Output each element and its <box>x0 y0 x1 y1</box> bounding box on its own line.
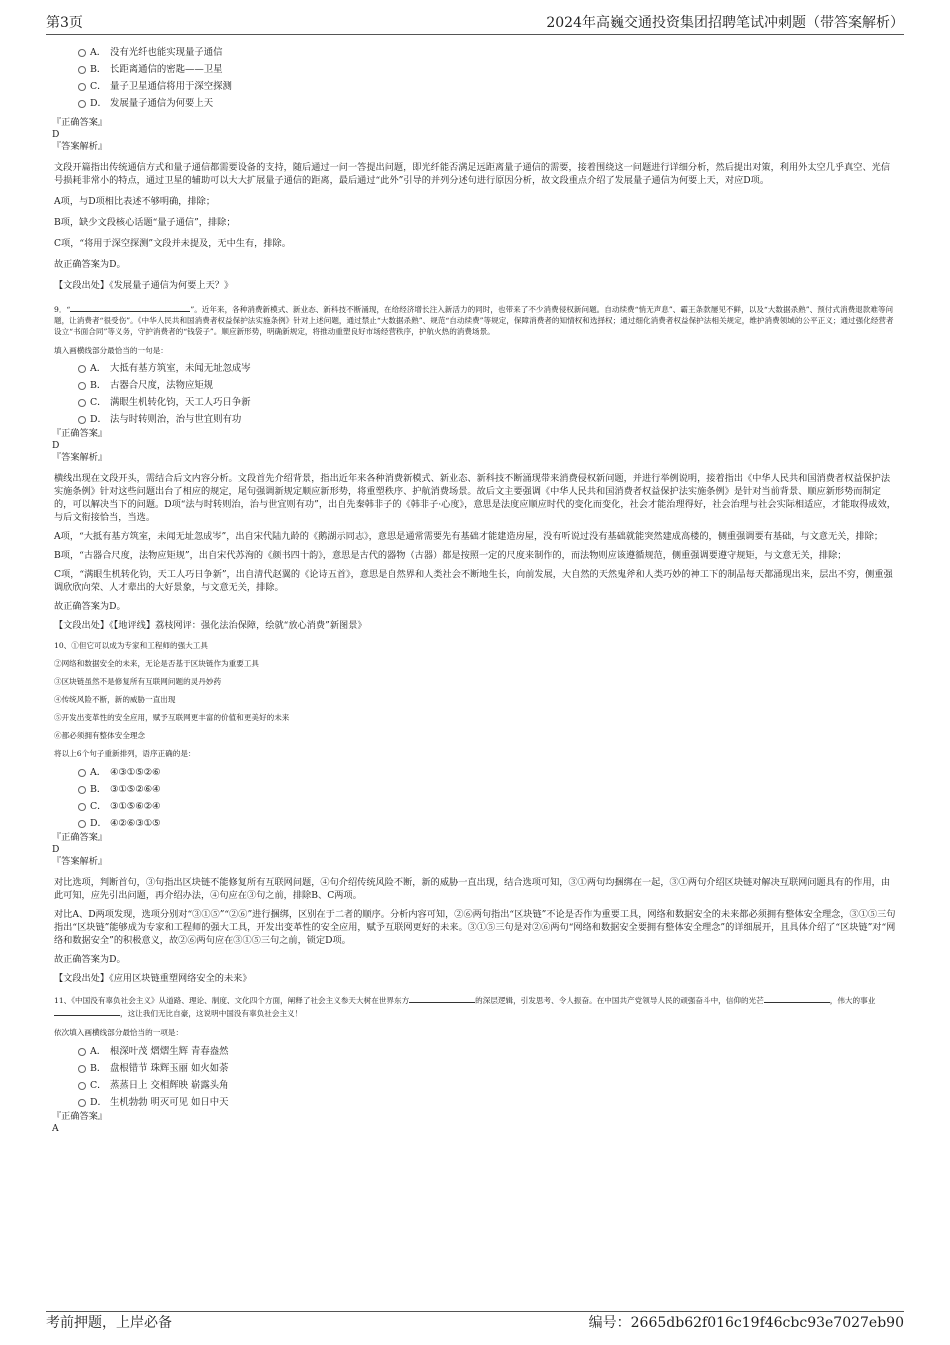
q11-stem: 11、《中国没有辜负社会主义》从道路、理论、制度、文化四个方面，阐释了社会主义参天大树在世界东方 的深层逻辑，引发思考、令人振奋。在中国共产党领导人民的顽强奋斗中，信仰的光芒 ，伟大的事业，这让我们无比自豪，这说明中国没有辜负社会主义！ <box>52 993 898 1019</box>
radio-icon[interactable] <box>78 399 86 407</box>
q9-prompt: 填入画横线部分最恰当的一句是： <box>54 346 168 355</box>
q10-sentence: ②网络和数据安全的未来，无论是否基于区块链作为重要工具 <box>54 659 260 668</box>
q8-answer-label: 『正确答案』 <box>52 117 108 128</box>
q9-blank <box>70 302 190 312</box>
q9-options <box>52 360 898 428</box>
radio-icon[interactable] <box>78 803 86 811</box>
q8-analysis-paragraph: 文段开篇指出传统通信方式和量子通信都需要设备的支持，随后通过一问一答提出问题，即光纤能否满足远距离量子通信的需要，接着围绕这一问题进行详细分析，然后提出对策，利用外太空几乎真空、光信号损耗非常小的特点，通过卫星的辅助可以大大扩展量子通信的距离，最后通过“此外”引导的并列分述句进行原因分析，故文段重点介绍了发展量子通信为何要上天，对应D项。 <box>54 162 891 186</box>
radio-icon[interactable] <box>78 820 86 828</box>
document-title: 2024年高巍交通投资集团招聘笔试冲刺题（带答案解析） <box>546 15 904 31</box>
q9-analysis-paragraph: A项，“大抵有基方筑室，未闻无址忽成岑”，出自宋代陆九龄的《鹅湖示同志》，意思是通常需要先有基础才能建造房屋，没有听说过没有基础就能突然建成高楼的，侧重强调要有基础，与文意无关，排除； <box>54 531 884 542</box>
q9-analysis-paragraph: 横线出现在文段开头，需结合后文内容分析。文段首先介绍背景，指出近年来各种消费新模式、新业态、新科技不断涌现带来消费侵权新问题，并进行举例说明，接着指出《中华人民共和国消费者权益保护法实施条例》针对这些问题出台了相应的规定，尾句强调新规定顺应新形势，将重塑秩序、护航消费场景。故后文主要强调《中华人民共和国消费者权益保护法实施条例》是针对当前背景、顺应新形势而制定的，可以解决当下的问题。D项“法与时转则治，治与世宜则有功”，出自先秦韩非子的《韩非子·心度》，意思是法度应顺应时代的变化而变化，社会才能治理得好，社会治理与社会实际相适应，才能取得成效，与后文衔接恰当，当选。 <box>54 473 896 523</box>
q8-option-a[interactable]: A． 没有光纤也能实现量子通信 <box>52 44 898 61</box>
q8-option-b[interactable]: B． 长距离通信的密匙——卫星 <box>52 61 898 78</box>
radio-icon[interactable] <box>78 100 86 108</box>
footer-slogan: 考前押题，上岸必备 <box>46 1315 172 1331</box>
radio-icon[interactable] <box>78 1048 86 1056</box>
radio-icon[interactable] <box>78 365 86 373</box>
q9-option-b[interactable]: B． 古器合尺度，法物应矩规 <box>52 377 898 394</box>
q10-answer-label: 『正确答案』 <box>52 832 108 843</box>
q10-option-b[interactable]: B． ③①⑤②⑥④ <box>52 781 898 798</box>
q10-sentence: ⑥都必须拥有整体安全理念 <box>54 731 146 740</box>
q9-analysis-paragraph: 故正确答案为D。 <box>54 601 126 612</box>
q11-blank-3 <box>54 1006 120 1016</box>
q9-analysis-paragraph: C项，“满眼生机转化钧，天工人巧日争新”，出自清代赵翼的《论诗五首》，意思是自然界和人类社会不断地生长，向前发展，大自然的天然鬼斧和人类巧妙的神工下的制品每天都涌现出来，层出不穷，侧重强调欣欣向荣、人才辈出的大好景象，与文意无关，排除。 <box>54 569 893 593</box>
q9-option-c[interactable]: C． 满眼生机转化钧，天工人巧日争新 <box>52 394 898 411</box>
q10-sentence: ④传统风险不断，新的威胁一直出现 <box>54 695 176 704</box>
q9-analysis-label: 『答案解析』 <box>52 452 108 463</box>
q11-option-c[interactable]: C． 蒸蒸日上 交相辉映 崭露头角 <box>52 1077 898 1094</box>
q11-prompt: 依次填入画横线部分最恰当的一项是： <box>54 1028 184 1037</box>
q11-option-a[interactable]: A． 根深叶茂 熠熠生辉 青春盎然 <box>52 1043 898 1060</box>
radio-icon[interactable] <box>78 1082 86 1090</box>
q10-answer: D <box>52 844 60 855</box>
q8-option-c[interactable]: C． 量子卫星通信将用于深空探测 <box>52 78 898 95</box>
footer-code: 编号：2665db62f016c19f46cbc93e7027eb90 <box>588 1315 904 1331</box>
radio-icon[interactable] <box>78 83 86 91</box>
q9-answer: D <box>52 440 60 451</box>
q10-prompt: 将以上6个句子重新排列，语序正确的是： <box>54 749 196 758</box>
q11-options <box>52 1043 898 1111</box>
page-footer <box>46 1311 904 1334</box>
radio-icon[interactable] <box>78 49 86 57</box>
q11-blank-1 <box>409 993 475 1003</box>
q10-option-d[interactable]: D． ④②⑥③①⑤ <box>52 815 898 832</box>
q11-answer: A <box>52 1123 59 1134</box>
q8-analysis-label: 『答案解析』 <box>52 141 108 152</box>
radio-icon[interactable] <box>78 786 86 794</box>
q10-analysis-paragraph: 故正确答案为D。 <box>54 954 126 965</box>
q10-analysis-paragraph: 对比A、D两项发现，选项分别对“③①⑤”“②⑥”进行捆绑，区别在于二者的顺序。分析内容可知，②⑥两句指出“区块链”不论是否作为重要工具，网络和数据安全的未来都必须拥有整体安全理念，③①⑤三句指出“区块链”能够成为专家和工程师的强大工具，开发出变革性的安全应用，赋予互联网更好的未来。③①⑤三句是对②⑥两句“网络和数据安全要拥有整体安全理念”的详细展开，且具体介绍了“区块链”对“网络和数据安全”的积极意义，故②⑥两句应在③①⑤三句之前，锁定D项。 <box>54 909 896 946</box>
q10-sentence: ⑤开发出变革性的安全应用，赋予互联网更丰富的价值和更美好的未来 <box>54 713 290 722</box>
q10-sentence: 10、①但它可以成为专家和工程师的强大工具 <box>54 641 208 650</box>
radio-icon[interactable] <box>78 66 86 74</box>
q9-answer-label: 『正确答案』 <box>52 428 108 439</box>
radio-icon[interactable] <box>78 1099 86 1107</box>
q8-option-d[interactable]: D． 发展量子通信为何要上天 <box>52 95 898 112</box>
q8-options <box>52 44 898 112</box>
q9-analysis-paragraph: B项，“古器合尺度，法物应矩规”，出自宋代苏洵的《颜书四十韵》，意思是古代的器物（古器）都是按照一定的尺度来制作的，而法物则应该遵循规范，侧重强调要遵守规矩，与文意无关，排除； <box>54 550 847 561</box>
q9-source: 【文段出处】《【地评线】荔枝网评：强化法治保障，绘就“放心消费”新图景》 <box>54 620 367 631</box>
radio-icon[interactable] <box>78 382 86 390</box>
q9-option-a[interactable]: A． 大抵有基方筑室，未闻无址忽成岑 <box>52 360 898 377</box>
q8-answer: D <box>52 129 60 140</box>
q10-options <box>52 764 898 832</box>
q8-analysis-paragraph: C项，“将用于深空探测”文段并未提及，无中生有，排除。 <box>54 238 291 249</box>
q10-option-c[interactable]: C． ③①⑤⑥②④ <box>52 798 898 815</box>
q10-source: 【文段出处】《应用区块链重塑网络安全的未来》 <box>54 973 252 984</box>
q11-option-b[interactable]: B． 盘根错节 珠辉玉丽 如火如荼 <box>52 1060 898 1077</box>
q11-answer-label: 『正确答案』 <box>52 1111 108 1122</box>
page-number: 第3页 <box>46 15 83 31</box>
q8-analysis-paragraph: B项，缺少文段核心话题“量子通信”，排除； <box>54 217 236 228</box>
radio-icon[interactable] <box>78 769 86 777</box>
page-content <box>52 44 898 1135</box>
q8-analysis-paragraph: 故正确答案为D。 <box>54 259 126 270</box>
q11-blank-2 <box>764 993 830 1003</box>
q10-sentence: ③区块链虽然不是修复所有互联网问题的灵丹妙药 <box>54 677 222 686</box>
q10-analysis-paragraph: 对比选项，判断首句，③句指出区块链不能修复所有互联网问题，④句介绍传统风险不断，新的威胁一直出现，结合选项可知，③①两句均捆绑在一起，③①两句介绍区块链对解决互联网问题具有的作用，由此可知，应先引出问题，再介绍办法，④句应在③句之前，排除B、C两项。 <box>54 877 891 901</box>
q10-analysis-label: 『答案解析』 <box>52 856 108 867</box>
q8-source: 【文段出处】《发展量子通信为何要上天？》 <box>54 280 234 291</box>
radio-icon[interactable] <box>78 1065 86 1073</box>
q10-option-a[interactable]: A． ④③①⑤②⑥ <box>52 764 898 781</box>
q8-analysis-paragraph: A项，与D项相比表述不够明确，排除； <box>54 196 216 207</box>
page-header <box>46 14 904 35</box>
radio-icon[interactable] <box>78 416 86 424</box>
q9-stem: 9．“ ”。近年来，各种消费新模式、新业态、新科技不断涌现，在给经济增长注入新活力的同时，也带来了不少消费侵权新问题。自动续费“悄无声息”、霸王条款屡见不鲜，以及“大数据杀熟”、预付式消费退款难等问题，让消费者“很受伤”。《中华人民共和国消费者权益保护法实施条例》针对上述问题，通过禁止“大数据杀熟”、规范“自动续费”等规定，保障消费者的知情权和选择权；通过细化消费者权益保护法相关规定，维护消费领域的公平正义；通过强化经营者设立“书面合同”等义务，守护消费者的“钱袋子”。顺应新形势，明确新规定，将推动重塑良好市场经营秩序，护航火热的消费场景。 <box>52 302 898 337</box>
q11-option-d[interactable]: D． 生机勃勃 明灭可见 如日中天 <box>52 1094 898 1111</box>
q9-option-d[interactable]: D． 法与时转则治，治与世宜则有功 <box>52 411 898 428</box>
